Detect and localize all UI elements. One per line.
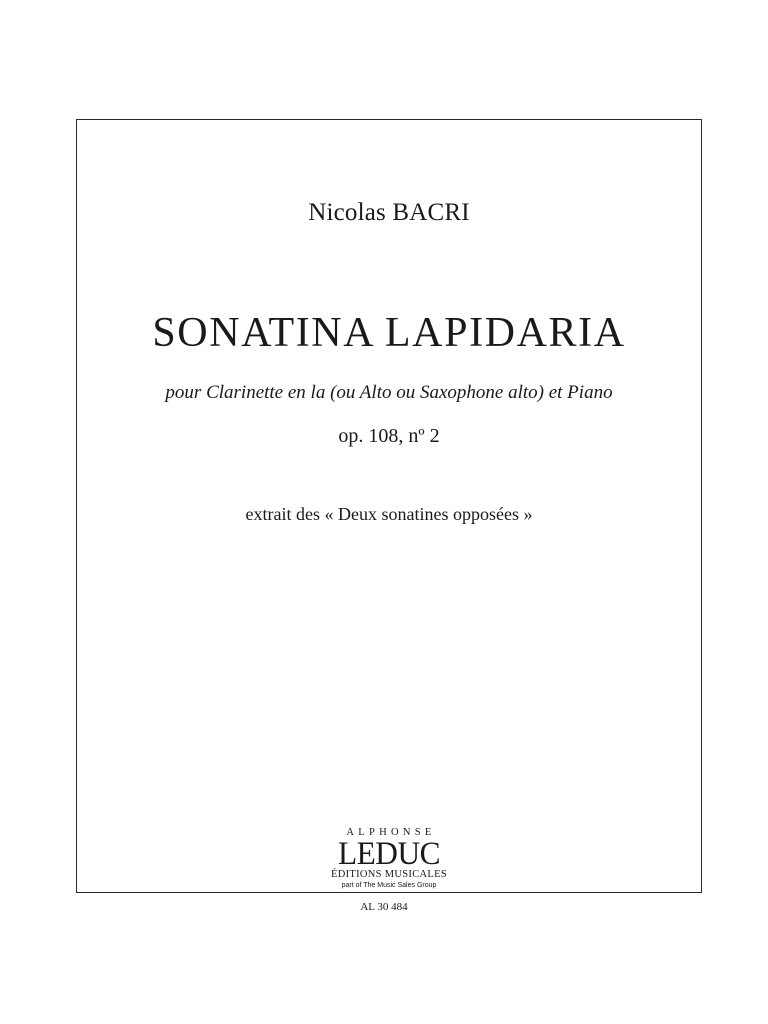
work-title: SONATINA LAPIDARIA <box>152 310 626 356</box>
instrumentation-line: pour Clarinette en la (ou Alto ou Saxophone alto) et Piano <box>165 382 613 403</box>
extract-note: extrait des « Deux sonatines opposées » <box>245 504 533 524</box>
opus-number: op. 108, nº 2 <box>338 425 440 447</box>
publisher-logo <box>77 827 701 890</box>
cover-frame <box>76 119 702 893</box>
composer-name: Nicolas BACRI <box>308 199 470 226</box>
publisher-name: LEDUC <box>337 836 441 872</box>
publisher-subtitle: ÉDITIONS MUSICALES <box>331 869 447 880</box>
publisher-top-line: ALPHONSE <box>346 827 436 838</box>
catalog-number: AL 30 484 <box>360 901 408 913</box>
publisher-group: part of The Music Sales Group <box>341 882 437 889</box>
